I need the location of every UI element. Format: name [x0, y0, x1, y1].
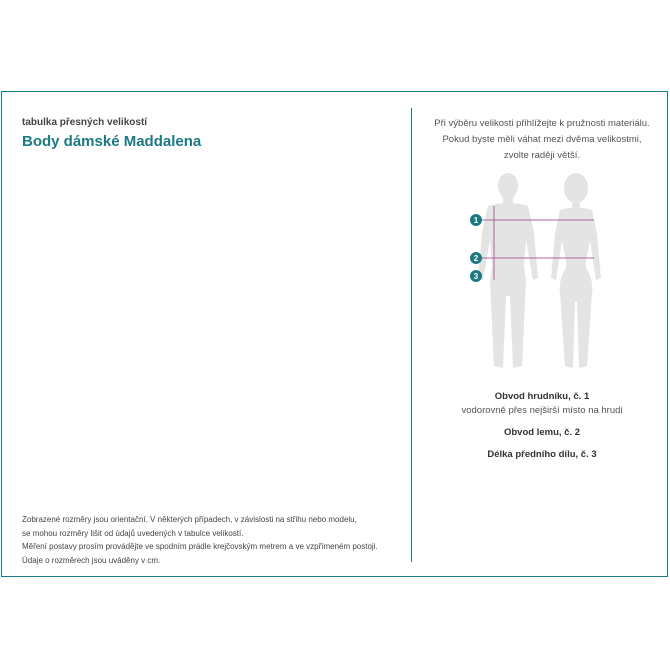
column-divider	[411, 108, 412, 562]
product-title: Body dámské Maddalena	[22, 133, 202, 150]
svg-text:3: 3	[473, 272, 479, 281]
size-advice	[422, 116, 662, 164]
female-figure-icon	[551, 173, 601, 368]
legend-description: vodorovně přes nejširší místo na hrudi	[461, 405, 623, 416]
note-line: Údaje o rozměrech jsou uváděny v cm.	[22, 555, 161, 565]
note-line: se mohou rozměry lišit od údajů uvedených v tabulce velikostí.	[22, 528, 244, 538]
chart-subtitle: tabulka přesných velikostí	[22, 117, 148, 128]
marker-2-icon	[470, 252, 482, 264]
advice-line: Pokud byste měli váhat mezi dvěma velikostmi,	[442, 134, 642, 145]
body-measurement-illustration	[464, 170, 624, 380]
legend-label: Obvod hrudníku, č. 1	[494, 391, 590, 402]
note-line: Zobrazené rozměry jsou orientační. V některých případech, v závislosti na střihu nebo modelu,	[22, 515, 357, 524]
legend-label: Délka předního dílu, č. 3	[487, 449, 597, 460]
note-line: Měření postavy prosím provádějte ve spodním prádle krejčovským metrem a ve vzpřímeném postoji.	[22, 542, 378, 551]
legend-label: Obvod lemu, č. 2	[503, 427, 581, 438]
svg-text:1: 1	[473, 216, 479, 225]
advice-line: zvolte raději větší.	[503, 150, 581, 161]
size-chart-panel	[1, 91, 668, 577]
marker-1-icon	[470, 214, 482, 226]
measurement-legend	[422, 390, 662, 462]
male-figure-icon	[478, 173, 538, 368]
advice-line: Při výběru velikosti přihlížejte k pružnosti materiálu.	[434, 118, 650, 129]
measurement-notes	[22, 513, 402, 567]
marker-3-icon	[470, 270, 482, 282]
svg-text:2: 2	[473, 254, 479, 263]
